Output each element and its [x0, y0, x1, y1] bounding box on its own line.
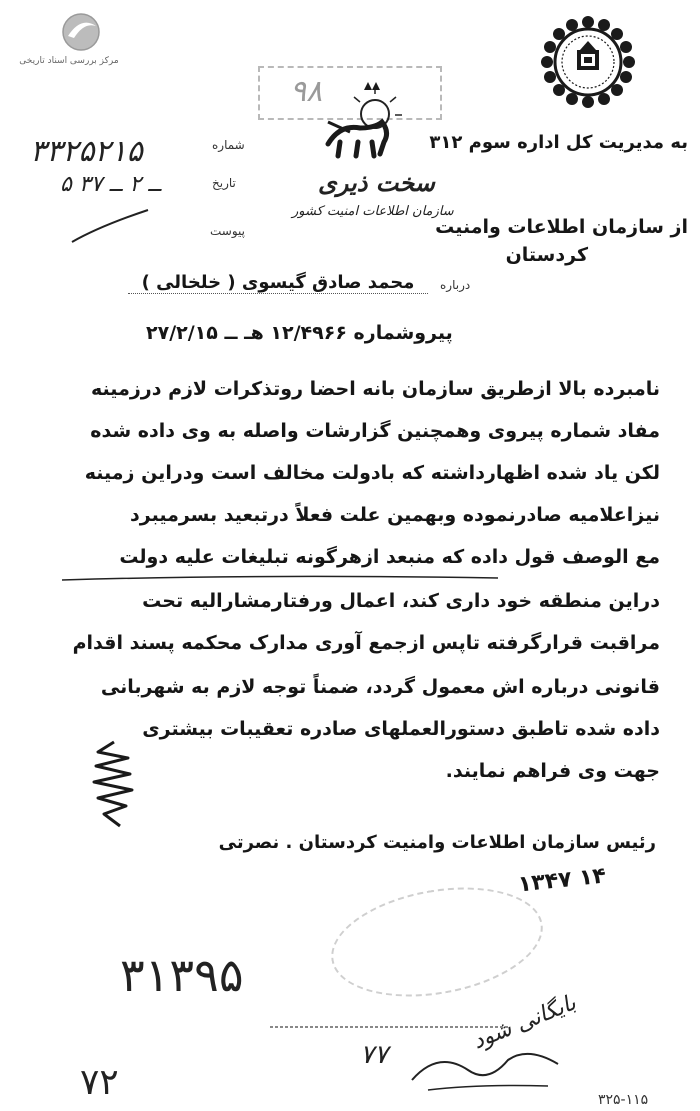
attachment-label: پیوست [210, 224, 245, 238]
reference-line: پیروشماره ۱۲/۴۹۶۶ هـ ــ ۲۷/۲/۱۵ [146, 322, 453, 344]
body-line: نامبرده بالا ازطریق سازمان بانه احضا روتذکرات لازم درزمینه [91, 378, 660, 400]
archive-logo-icon [58, 12, 104, 54]
body-line: لکن یاد شده اظهارداشته که بادولت مخالف است ودراین زمینه [84, 462, 660, 484]
archive-watermark [14, 12, 124, 70]
body-line: داده شده تاطبق دستورالعملهای صادره تعقیبات بیشتری [142, 718, 660, 740]
classification: سخت ذیری [318, 168, 435, 197]
handwritten-note-number: ۷۷ [360, 1040, 388, 1070]
sender-line-1: از سازمان اطلاعات وامنیت [435, 216, 688, 238]
page-number-right: ۳۲۵-۱۱۵ [598, 1092, 649, 1108]
dashed-line [270, 1024, 510, 1030]
subject-label: درباره [440, 278, 471, 292]
sender-line-2: کردستان [505, 244, 588, 266]
archive-number: ۳۱۳۹۵ [120, 948, 244, 1002]
body-line: نیزاعلامیه صادرنموده وبهمین علت فعلاً درتبعید بسرمیبرد [130, 504, 660, 526]
body-line: مع الوصف قول داده که منبعد ازهرگونه تبلیغات علیه دولت [119, 546, 660, 568]
body-line: مراقبت قرارگرفته تاپس ازجمع آوری مدارک محکمه پسند اقدام [72, 632, 660, 654]
body-line: مفاد شماره پیروی وهمچنین گزارشات واصله به وی داده شده [90, 420, 660, 442]
date-label: تاریخ [212, 176, 236, 190]
body-line: دراین منطقه خود داری کند، اعمال ورفتارمشارالیه تحت [142, 590, 660, 612]
handwritten-stroke [70, 206, 150, 246]
signature-line: رئیس سازمان اطلاعات وامنیت کردستان . نصرتی [218, 832, 656, 853]
page-number-left: ۷۲ [80, 1062, 119, 1103]
watermark-text: مرکز بررسی اسناد تاریخی [19, 56, 119, 66]
stamp-box-number: ۹۸ [290, 74, 323, 109]
handwritten-note: بایگانی شود [469, 990, 580, 1055]
addressee: به مدیریت کل اداره سوم ۳۱۲ [429, 132, 688, 153]
margin-scribble [84, 740, 144, 830]
official-seal [540, 14, 636, 110]
reception-stamp [323, 872, 552, 1012]
date-value: ۵ ــ ۲ ــ ۳۷ [60, 172, 162, 197]
handwritten-underline [60, 570, 500, 590]
number-value: ۳۳۲۵۲۱۵ [30, 134, 143, 169]
received-date-stamp: ۱۳۴۷ ۱۴ [516, 863, 608, 898]
body-line: قانونی درباره اش معمول گردد، ضمناً توجه لازم به شهربانی [100, 676, 660, 698]
classification-stamp: سازمان اطلاعات امنیت کشور [292, 204, 454, 219]
subject-value: محمد صادق گیسوی ( خلخالی ) [128, 272, 428, 294]
number-label: شماره [212, 138, 245, 152]
lion-and-sun-emblem [320, 82, 410, 162]
handwritten-scribble [408, 1040, 568, 1100]
body-line: جهت وی فراهم نمایند. [445, 760, 660, 782]
